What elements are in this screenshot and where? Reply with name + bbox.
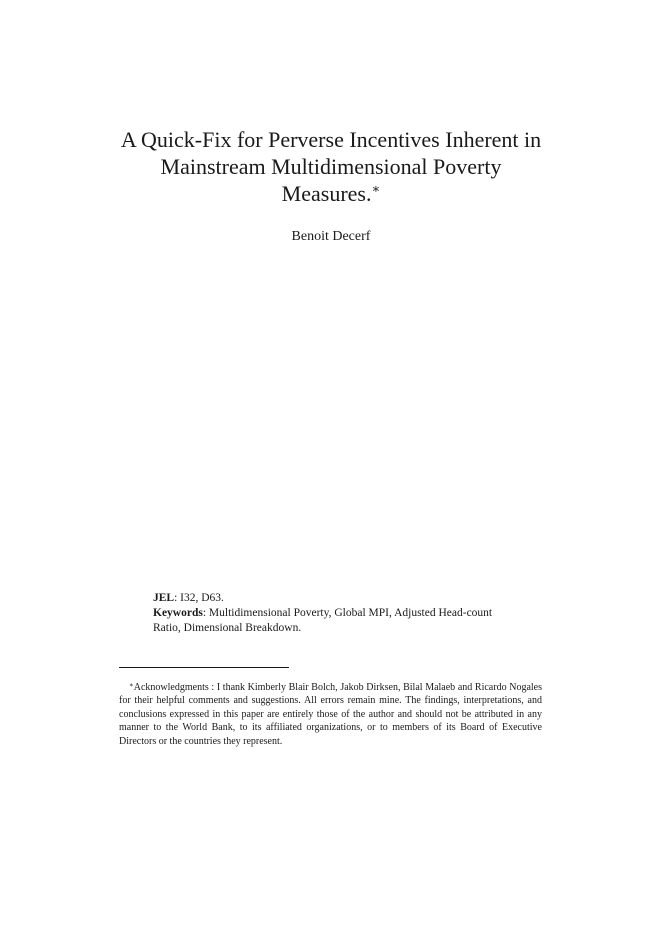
footnote-text: Acknowledgments : I thank Kimberly Blair Bolch, Jakob Dirksen, Bilal Malaeb and Ricardo Nogales for their helpful comments and suggestions. All errors remain mine. The findings, interpretations, and conclusions expressed in this paper are entirely those of the author and should not be attributed in any manner to the World Bank, to its affiliated organizations, or to members of its Board of Executive Directors or the countries they represent.	[119, 682, 542, 747]
jel-value: : I32, D63.	[174, 592, 224, 604]
paper-metadata	[153, 591, 513, 636]
jel-label: JEL	[153, 592, 175, 604]
title-footnote-mark: ∗	[371, 181, 381, 196]
author-name: Benoit Decerf	[291, 229, 371, 244]
footnote-rule	[119, 667, 289, 668]
paper-title	[110, 126, 552, 207]
keywords-label: Keywords	[153, 607, 203, 619]
acknowledgments-footnote	[119, 681, 542, 748]
jel-codes	[153, 591, 513, 606]
keywords	[153, 606, 513, 636]
paper-title-text: A Quick-Fix for Perverse Incentives Inherent in Mainstream Multidimensional Poverty Measures.	[120, 127, 542, 206]
keywords-value: : Multidimensional Poverty, Global MPI, Adjusted Head-count Ratio, Dimensional Breakdown.	[153, 607, 493, 634]
footnote-mark: ∗	[129, 681, 134, 689]
